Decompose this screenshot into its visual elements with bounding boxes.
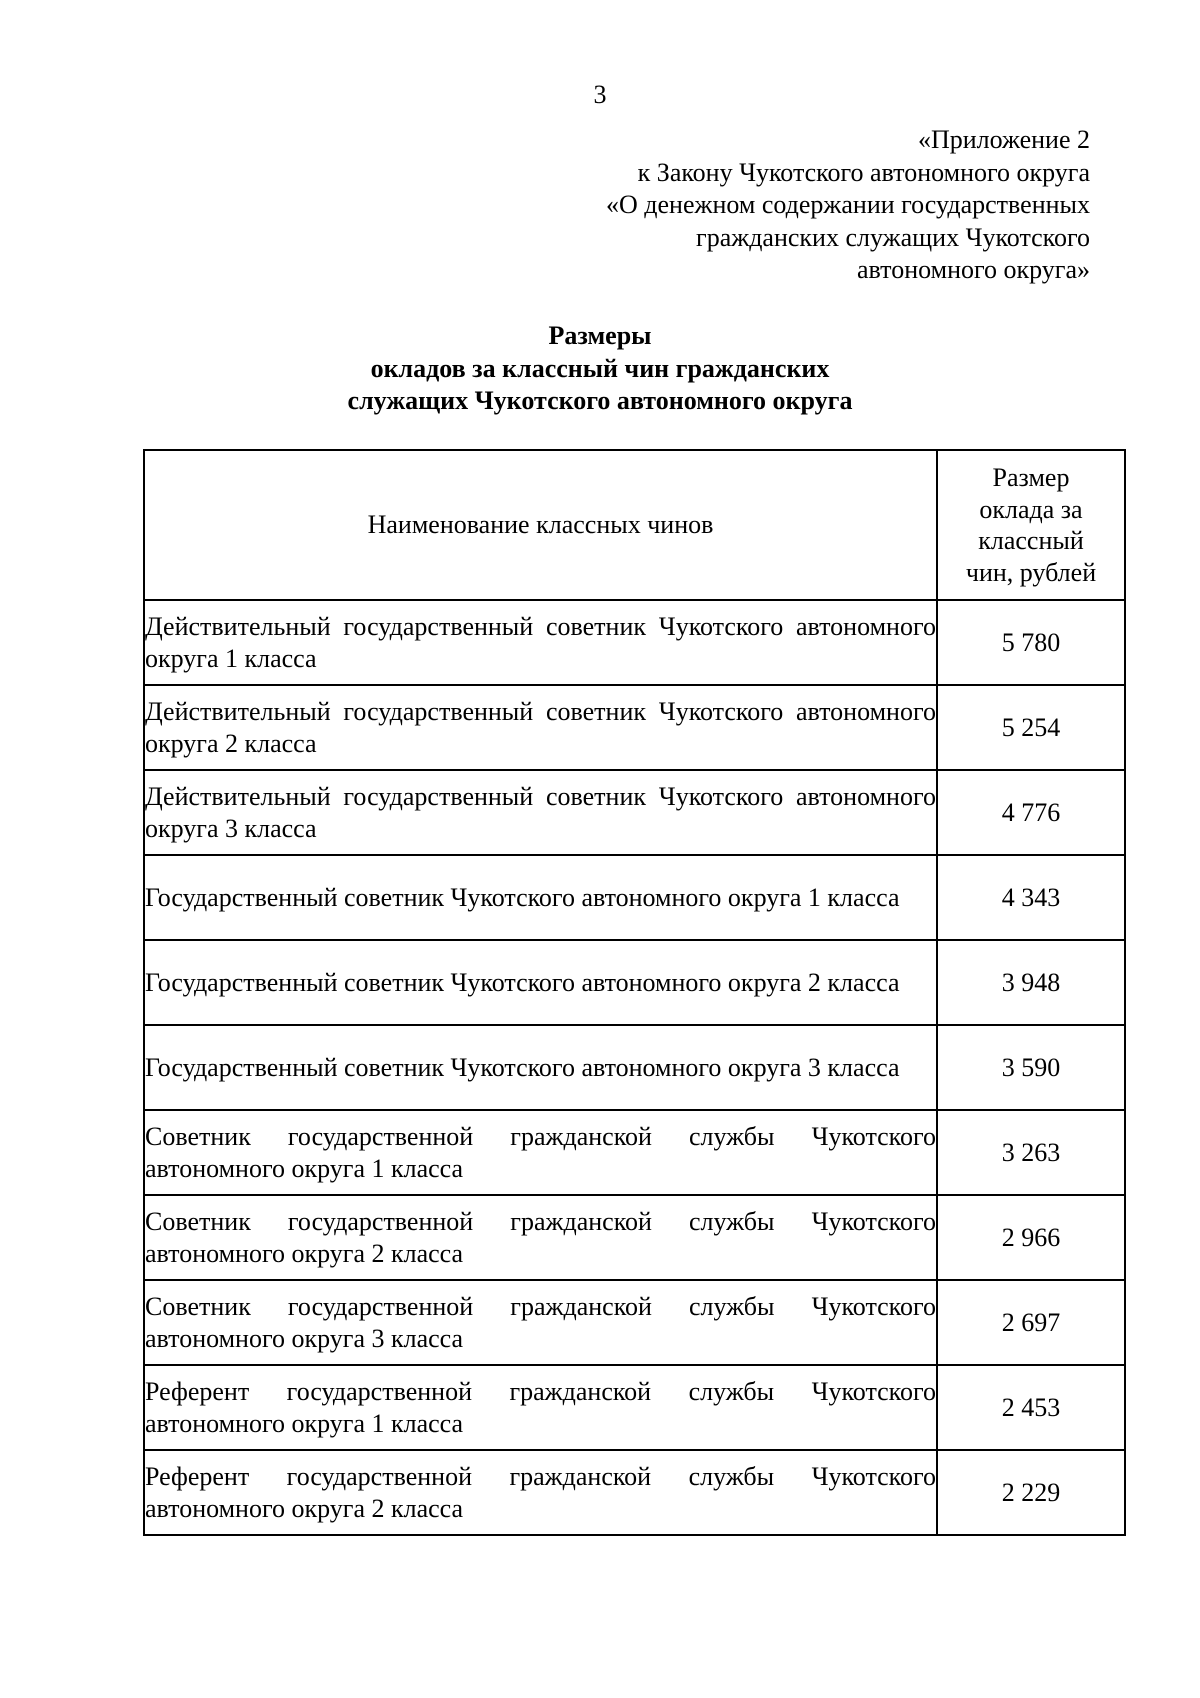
rank-name-cell: Советник государственной гражданской службы Чукотского автономного округа 2 класса: [144, 1195, 937, 1280]
table-row: [144, 600, 1125, 685]
appendix-line: «О денежном содержании государственных: [606, 190, 1090, 219]
salary-value-cell: 4 776: [937, 770, 1125, 855]
table-row: [144, 1450, 1125, 1535]
salary-value-cell: 3 590: [937, 1025, 1125, 1110]
table-row: [144, 1195, 1125, 1280]
salary-value-cell: 3 948: [937, 940, 1125, 1025]
table-row: [144, 685, 1125, 770]
rank-name-cell: Действительный государственный советник Чукотского автономного округа 1 класса: [144, 600, 937, 685]
rank-name-cell: Государственный советник Чукотского автономного округа 1 класса: [144, 855, 937, 940]
rank-name-cell: Действительный государственный советник Чукотского автономного округа 2 класса: [144, 685, 937, 770]
header-rank-name: Наименование классных чинов: [144, 450, 937, 600]
salary-value-cell: 2 697: [937, 1280, 1125, 1365]
document-title: [0, 320, 1200, 418]
header-salary-line: классный: [978, 526, 1084, 555]
salary-table: [143, 449, 1126, 1536]
rank-name-cell: Советник государственной гражданской службы Чукотского автономного округа 1 класса: [144, 1110, 937, 1195]
salary-value-cell: 2 453: [937, 1365, 1125, 1450]
rank-name-cell: Действительный государственный советник Чукотского автономного округа 3 класса: [144, 770, 937, 855]
rank-name-cell: Референт государственной гражданской службы Чукотского автономного округа 2 класса: [144, 1450, 937, 1535]
table-row: [144, 855, 1125, 940]
table-row: [144, 940, 1125, 1025]
rank-name-cell: Референт государственной гражданской службы Чукотского автономного округа 1 класса: [144, 1365, 937, 1450]
rank-name-cell: Государственный советник Чукотского автономного округа 2 класса: [144, 940, 937, 1025]
table-row: [144, 1365, 1125, 1450]
table-row: [144, 1025, 1125, 1110]
rank-name-cell: Государственный советник Чукотского автономного округа 3 класса: [144, 1025, 937, 1110]
salary-value-cell: 5 780: [937, 600, 1125, 685]
table-row: [144, 770, 1125, 855]
header-salary-line: оклада за: [979, 494, 1083, 524]
appendix-line: автономного округа»: [857, 255, 1090, 284]
title-line: служащих Чукотского автономного округа: [347, 386, 853, 415]
header-salary-line: Размер: [992, 463, 1070, 492]
title-line: окладов за классный чин гражданских: [370, 353, 830, 383]
appendix-line: к Закону Чукотского автономного округа: [637, 157, 1090, 187]
salary-value-cell: 5 254: [937, 685, 1125, 770]
header-salary-size: [937, 450, 1125, 600]
salary-value-cell: 3 263: [937, 1110, 1125, 1195]
salary-value-cell: 2 966: [937, 1195, 1125, 1280]
header-salary-line: чин, рублей: [965, 557, 1097, 587]
appendix-line: гражданских служащих Чукотского: [696, 222, 1090, 252]
appendix-reference: [606, 124, 1090, 287]
page-number: 3: [593, 80, 607, 109]
appendix-line: «Приложение 2: [917, 125, 1090, 154]
table-row: [144, 1280, 1125, 1365]
title-line: Размеры: [548, 321, 652, 350]
table-header-row: [144, 450, 1125, 600]
table-row: [144, 1110, 1125, 1195]
rank-name-cell: Советник государственной гражданской службы Чукотского автономного округа 3 класса: [144, 1280, 937, 1365]
salary-value-cell: 4 343: [937, 855, 1125, 940]
salary-value-cell: 2 229: [937, 1450, 1125, 1535]
